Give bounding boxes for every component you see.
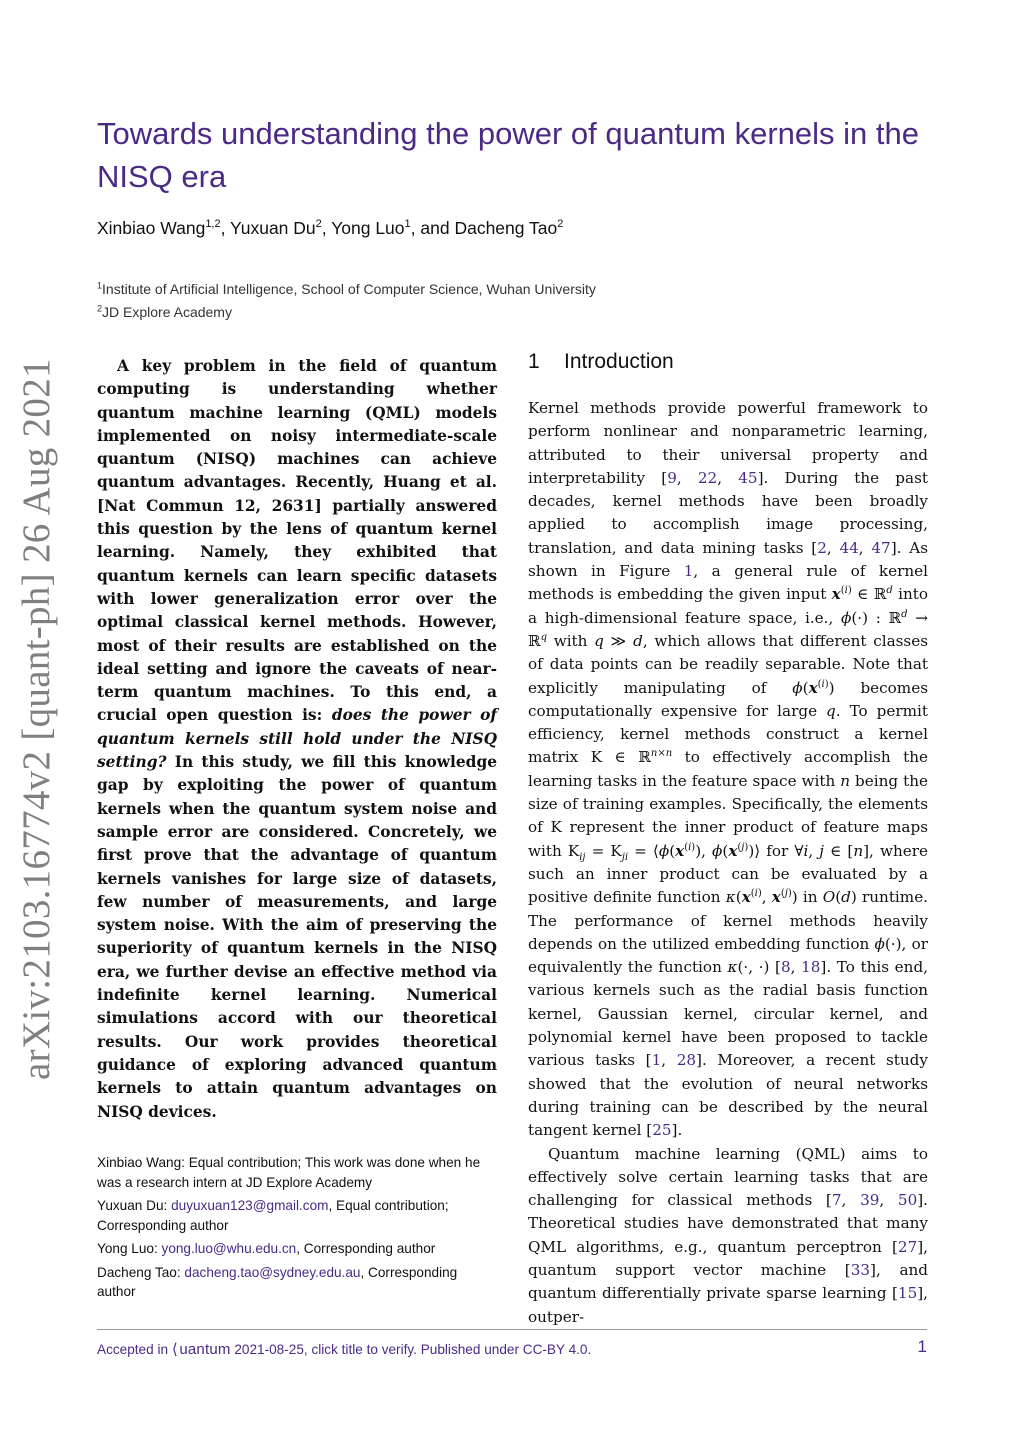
abstract-question: does the power of quantum kernels still hold under the NISQ setting? <box>97 706 497 772</box>
affiliation <box>97 281 957 297</box>
email-link[interactable]: duyuxuan123@gmail.com <box>171 1198 329 1213</box>
text: ], quantum support vector machine [ <box>528 1237 928 1279</box>
footnote-label: Yong Luo: <box>97 1241 158 1256</box>
author-list <box>97 218 957 239</box>
text: ]. As shown in Figure <box>528 538 928 581</box>
text: ]. During the past decades, kernel methods have been broadly applied to accomplish image processing, translation, and data mining tasks [ <box>528 468 928 557</box>
text: to effectively accomplish the learning tasks in the feature space with <box>528 748 928 790</box>
author-separator: , <box>220 218 231 238</box>
math-inline: $\phi(x^{(i)})$ <box>792 678 835 697</box>
citation-link[interactable]: 7 <box>831 1191 842 1210</box>
introduction-body <box>528 397 928 1329</box>
author-affil-mark: 1 <box>404 218 411 231</box>
author-separator: , <box>321 218 332 238</box>
citation-link[interactable]: 15 <box>897 1284 918 1303</box>
abstract-text: A key problem in the field of quantum computing is understanding whether quantum machine learning (QML) models implemented on noisy intermediate-scale quantum (NISQ) machines can achieve quantum advantages. Recently, Huang et al. [Nat Commun 12, 2631] partially answered this question by the lens of quantum kernel learning. Namely, they exhibited that quantum kernels can learn specific datasets with lower generalization error over the optimal classical kernel methods. However, most of their results are established on the ideal setting and ignore the caveats of near-term quantum machines. To this end, a crucial open question is: <box>97 357 497 725</box>
math-inline: κ(·, ·) <box>727 958 770 977</box>
abstract <box>97 355 497 1124</box>
footnote-text: , Corresponding author <box>296 1241 436 1256</box>
citation-link[interactable]: 47 <box>871 538 891 557</box>
text: Kernel methods provide powerful framework to perform nonlinear and nonparametric learning, attributed to their universal property and interpretability [ <box>528 399 928 487</box>
footnote-label: Dacheng Tao: <box>97 1264 181 1280</box>
text: . To permit efficiency, kernel methods construct a kernel matrix <box>528 701 928 767</box>
author-affil-mark: 1,2 <box>205 218 221 231</box>
affiliation-number: 1 <box>97 280 103 291</box>
text: ], and quantum differentially private sparse learning [ <box>528 1260 929 1303</box>
footnote <box>97 1196 497 1235</box>
footnote-label: Yuxuan Du: <box>97 1198 168 1213</box>
footnote <box>97 1239 497 1259</box>
text: ]. Moreover, a recent study showed that the evolution of neural networks during training can be described by the neural tangent kernel [ <box>528 1051 928 1140</box>
affiliation <box>97 304 957 320</box>
paper-title[interactable]: Towards understanding the power of quantum kernels in the NISQ era <box>97 116 919 194</box>
footnote-text: , Corresponding author <box>97 1264 458 1299</box>
math-inline: $x^{(i)}$ ∈ ℝ$^d$ <box>831 585 893 604</box>
author-name: Yong Luo <box>331 218 405 238</box>
citation-link[interactable]: 33 <box>850 1260 871 1279</box>
affiliation-text: Institute of Artificial Intelligence, School of Computer Science, Wuhan University <box>102 281 596 297</box>
text: for <box>760 841 795 860</box>
paragraph: Kernel methods provide powerful framework to perform nonlinear and nonparametric learning, attributed to their universal property and interpretability [9, 22, 45]. During the past decades, kernel methods have been broadly applied to accomplish image processing, translation, and data mining tasks [2, 44, 47]. As shown in Figure 1, a general rule of kernel methods is embedding the given input $x^{(i)}$ ∈ ℝ$^d$ into a high-dimensional feature space, i.e., ϕ(·) : ℝ$^d$ → ℝ$^q$ with q ≫ d, which allows that different classes of data points can be readily separable. Note that explicitly manipulating of $\phi(x^{(i)})$ becomes computationally expensive for large q. To permit efficiency, kernel methods construct a kernel matrix K ∈ ℝ$^{n\times n}$ to effectively accomplish the learning tasks in the feature space with n being the size of training examples. Specifically, the elements of K represent the inner product of feature maps with $K_{ij} = K_{ji}$ = $⟨\phi(x^{(i)})$, $\phi(x^{(j)})⟩$ for ∀i, j ∈ [n], where such an inner product can be evaluated by a positive definite function $\kappa(x^{(i)}$, $x^{(j)}$) in O(d) runtime. The performance of kernel methods heavily depends on the utilized embedding function ϕ(·), or equivalently the function κ(·, ·) [8, 18]. To this end, various kernels such as the radial basis function kernel, Gaussian kernel, circular kernel, and polynomial kernel have been proposed to tackle various tasks [1, 28]. Moreover, a recent study showed that the evolution of neural networks during training can be described by the neural tangent kernel [25]. <box>528 399 929 1140</box>
quantum-journal-logo[interactable]: ⟨ uantum <box>171 1341 231 1358</box>
author-name: Yuxuan Du <box>230 218 316 238</box>
citation-link[interactable]: 8 <box>780 958 791 977</box>
email-link[interactable]: yong.luo@whu.edu.cn <box>161 1241 297 1256</box>
math-inline: ∀i, j ∈ [n] <box>794 841 870 860</box>
text: ], outper- <box>528 1284 928 1326</box>
text: runtime. The performance of kernel methods heavily depends on the utilized embedding function <box>528 888 929 953</box>
citation-link[interactable]: 18 <box>801 958 821 977</box>
footer-verify-link[interactable]: 2021-08-25, click title to verify. Published under CC-BY 4.0. <box>234 1342 592 1357</box>
section-number: 1 <box>528 350 540 373</box>
citation-link[interactable]: 28 <box>676 1051 697 1070</box>
author-separator: , and <box>410 218 455 238</box>
section-heading <box>528 350 928 374</box>
math-inline: $K_{ij} = K_{ji}$ = $⟨\phi(x^{(i)})$, $\phi(x^{(j)})⟩$ <box>567 841 761 863</box>
math-inline: ϕ(·) : ℝ$^d$ → ℝ$^q$ <box>528 608 928 650</box>
footnote-text: , Equal contribution; Corresponding author <box>97 1198 449 1233</box>
affiliation-number: 2 <box>97 303 103 314</box>
author-footnotes <box>97 1153 497 1306</box>
citation-link[interactable]: 22 <box>697 468 718 487</box>
footnote-label: Xinbiao Wang: <box>97 1155 185 1170</box>
citation-link[interactable]: 50 <box>897 1191 918 1210</box>
text: in <box>797 888 823 907</box>
math-inline: q <box>826 701 836 720</box>
math-inline: O(d) <box>822 888 857 907</box>
math-inline: q ≫ d <box>594 631 643 650</box>
citation-link[interactable]: 9 <box>667 468 677 487</box>
text: being the size of training examples. Specifically, the elements of K represent the inner product of feature maps with <box>528 771 928 860</box>
author-affil-mark: 2 <box>315 218 322 231</box>
page-number: 1 <box>917 1337 927 1356</box>
author-affil-mark: 2 <box>557 218 564 231</box>
text: ]. Theoretical studies have demonstrated that many QML algorithms, e.g., quantum perceptron [ <box>528 1191 929 1256</box>
citation-link[interactable]: 44 <box>839 538 859 557</box>
citation-link[interactable]: 39 <box>860 1191 880 1210</box>
author-name: Xinbiao Wang <box>97 218 206 238</box>
arxiv-stamp[interactable]: arXiv:2103.16774v2 [quant-ph] 26 Aug 2021 <box>15 358 58 1080</box>
footer-prefix: Accepted in <box>97 1342 169 1357</box>
author-name: Dacheng Tao <box>454 218 558 238</box>
abstract-text: In this study, we fill this knowledge gap by exploiting the power of quantum kernels when the quantum system noise and sample error are considered. Concretely, we first prove that the advantage of quantum kernels vanishes for large size of datasets, few number of measurements, and large system noise. With the aim of preserving the superiority of quantum kernels in the NISQ era, we further devise an effective method via indefinite kernel learning. Numerical simulations accord with our theoretical results. Our work provides theoretical guidance of exploring advanced quantum kernels to attain quantum advantages on NISQ devices. <box>97 753 497 1121</box>
text: with <box>547 631 595 650</box>
math-inline: ϕ(·) <box>874 934 902 953</box>
math-inline: K ∈ ℝ$^{n\times n}$ <box>590 748 673 767</box>
text: ]. <box>671 1121 683 1140</box>
text: , which allows that different classes of data points can be readily separable. Note that explicitly manipulating of <box>528 631 928 697</box>
text: , or equivalently the function <box>528 934 928 977</box>
text: into a high-dimensional feature space, i.e., <box>528 585 928 627</box>
citation-link[interactable]: 1 <box>651 1051 662 1070</box>
footnote-text: Equal contribution; This work was done when he was a research intern at JD Explore Academy <box>97 1155 481 1190</box>
text: becomes computationally expensive for large <box>528 678 928 720</box>
text: , where such an inner product can be evaluated by a positive definite function <box>528 841 928 907</box>
section-title: Introduction <box>564 350 674 373</box>
text: ]. To this end, various kernels such as the radial basis function kernel, Gaussian kernel, circular kernel, and polynomial kernel have been proposed to tackle various tasks [ <box>528 958 928 1070</box>
paragraph: Quantum machine learning (QML) aims to effectively solve certain learning tasks that are challenging for classical methods [7, 39, 50]. Theoretical studies have demonstrated that many QML algorithms, e.g., quantum perceptron [27], quantum support vector machine [33], and quantum differentially private sparse learning [15], outper- <box>528 1144 929 1326</box>
footnote <box>97 1153 497 1192</box>
footer <box>97 1340 927 1358</box>
math-inline: n <box>840 771 851 790</box>
footer-divider <box>97 1329 927 1330</box>
text: [ <box>769 958 781 977</box>
citation-link[interactable]: 45 <box>738 468 758 487</box>
affiliation-text: JD Explore Academy <box>102 304 232 320</box>
footnote <box>97 1263 497 1302</box>
email-link[interactable]: dacheng.tao@sydney.edu.au <box>184 1264 361 1280</box>
figure-link[interactable]: 1 <box>683 562 694 581</box>
citation-link[interactable]: 2 <box>817 538 827 557</box>
text: , a general rule of kernel methods is embedding the given input <box>528 562 928 604</box>
citation-link[interactable]: 25 <box>652 1121 672 1140</box>
math-inline: $\kappa(x^{(i)}$, $x^{(j)}$) <box>725 888 798 907</box>
text: Quantum machine learning (QML) aims to effectively solve certain learning tasks that are challenging for classical methods [ <box>528 1144 928 1210</box>
citation-link[interactable]: 27 <box>897 1237 918 1256</box>
